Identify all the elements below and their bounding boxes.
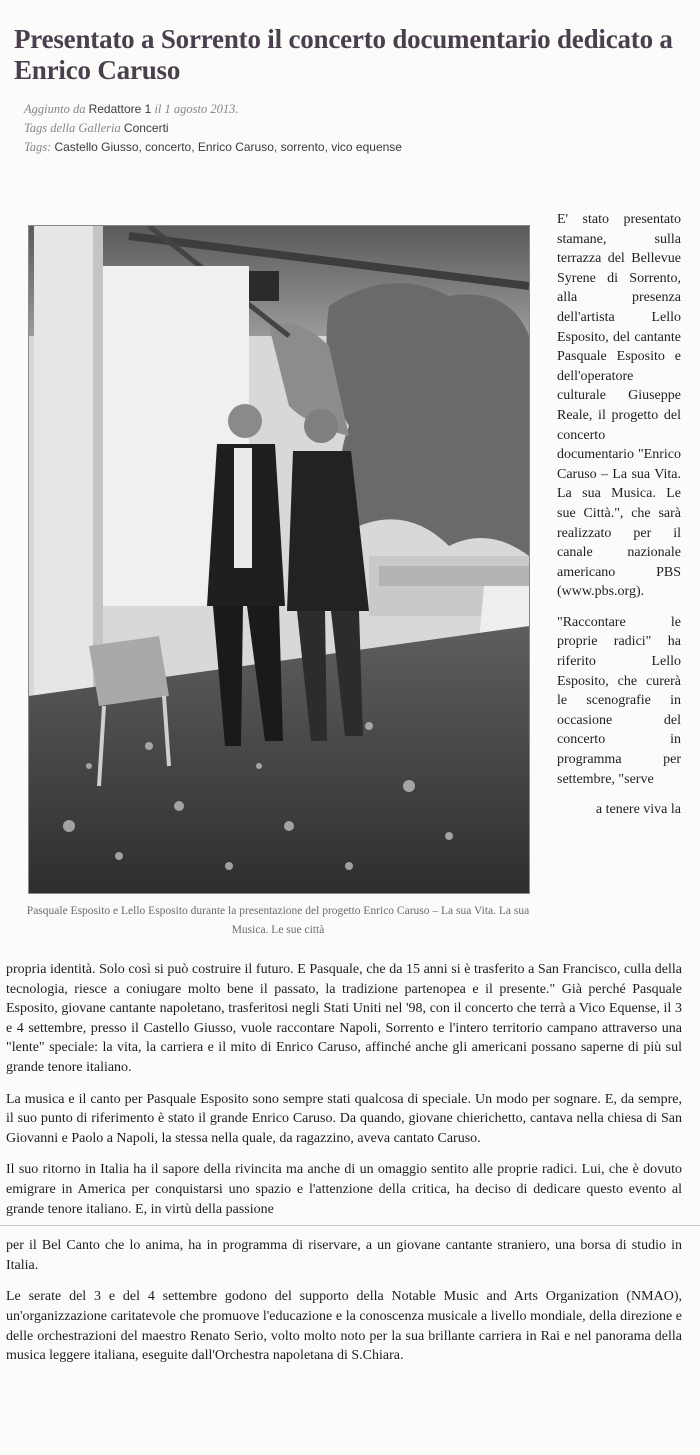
meta-gallery-tags-label: Tags della Galleria (24, 121, 121, 135)
side-paragraph-2-continued: a tenere viva la (595, 802, 681, 818)
meta-author[interactable]: Redattore 1 (88, 102, 152, 116)
meta-tags-label: Tags: (24, 140, 52, 154)
body-paragraph-4a: Il suo ritorno in Italia ha il sapore della rivincita ma anche di un omaggio sentito alle proprie radici. Lui, che è dovuto emigrare in America per conquistarsi uno spazio e l'attenzione della critica, ha deciso di dedicare questo evento al grande tenore italiano. E, in virtù della passione (6, 1162, 682, 1217)
article-photo (28, 225, 530, 894)
body-paragraph-2-continued: propria identità. Solo così si può costruire il futuro. E Pasquale, che da 15 anni si è trasferito a San Francisco, culla della tecnologia, riesce a coniugare molto bene il passato, la tradizione partenopea e il presente." Già perché Pasquale Esposito, giovane cantante napoletano, trasferitosi negli Stati Uniti nel '98, con il concerto che terrà a Vico Equense, il 3 e 4 settembre, presso il Castello Giusso, vuole raccontare Napoli, Sorrento e l'intero territorio campano attraverso una "lente" speciale: la vita, la carriera e il mito di Enrico Caruso, affinché anche gli americani possano saperne di più sul grande tenore italiano. (6, 962, 682, 1075)
meta-author-line (24, 100, 444, 119)
meta-gallery-tag[interactable]: Concerti (123, 121, 169, 135)
side-paragraph-1: E' stato presentato stamane, sulla terrazza del Bellevue Syrene di Sorrento, alla presenza dell'artista Lello Esposito, del cantante Pasquale Esposito e dell'operatore culturale Giuseppe Reale, il progetto del concerto documentario "Enrico Caruso – La sua Vita. La sua Musica. Le sue Città.", che sarà realizzato per il canale nazionale americano PBS (www.pbs.org). (557, 212, 681, 600)
meta-date: il 1 agosto 2013. (154, 102, 239, 116)
body-paragraph-3: La musica e il canto per Pasquale Esposito sono sempre stati qualcosa di speciale. Un modo per sognare. E, da sempre, il suo punto di riferimento è stato il grande Enrico Caruso. Da quando, giovane chierichetto, cantava nella chiesa di San Giovanni e Paolo a Napoli, la stessa nella quale, da ragazzino, aveva cantato Caruso. (6, 1091, 682, 1146)
side-column (557, 210, 681, 820)
scan-divider (0, 1225, 700, 1226)
body-paragraph-4b: per il Bel Canto che lo anima, ha in programma di riservare, a un giovane cantante straniero, una borsa di studio in Italia. (6, 1238, 682, 1273)
article-body (6, 944, 682, 1378)
meta-tags-line (24, 138, 444, 157)
meta-added-by-label: Aggiunto da (24, 102, 86, 116)
meta-tags[interactable]: Castello Giusso, concerto, Enrico Caruso, sorrento, vico equense (54, 140, 402, 154)
side-paragraph-2: "Raccontare le proprie radici" ha riferito Lello Esposito, che curerà le scenografie in occasione del concerto in programma per settembre, "serve (557, 614, 681, 787)
article-meta (24, 100, 444, 157)
meta-gallery-tags-line (24, 119, 444, 138)
photo-caption: Pasquale Esposito e Lello Esposito durante la presentazione del progetto Enrico Caruso – La sua Vita. La sua Musica. Le sue città (26, 905, 530, 936)
body-paragraph-5: Le serate del 3 e del 4 settembre godono del supporto della Notable Music and Arts Organization (NMAO), un'organizzazione caritatevole che promuove l'educazione e la conoscenza musicale a livello mondiale, della direzione e delle orchestrazioni del maestro Renato Serio, volto molto noto per la sua brillante carriera in Rai e nel panorama della musica leggere italiana, eseguite dall'Orchestra napoletana di S.Chiara. (6, 1289, 682, 1364)
article-title: Presentato a Sorrento il concerto documentario dedicato a Enrico Caruso (14, 24, 673, 86)
